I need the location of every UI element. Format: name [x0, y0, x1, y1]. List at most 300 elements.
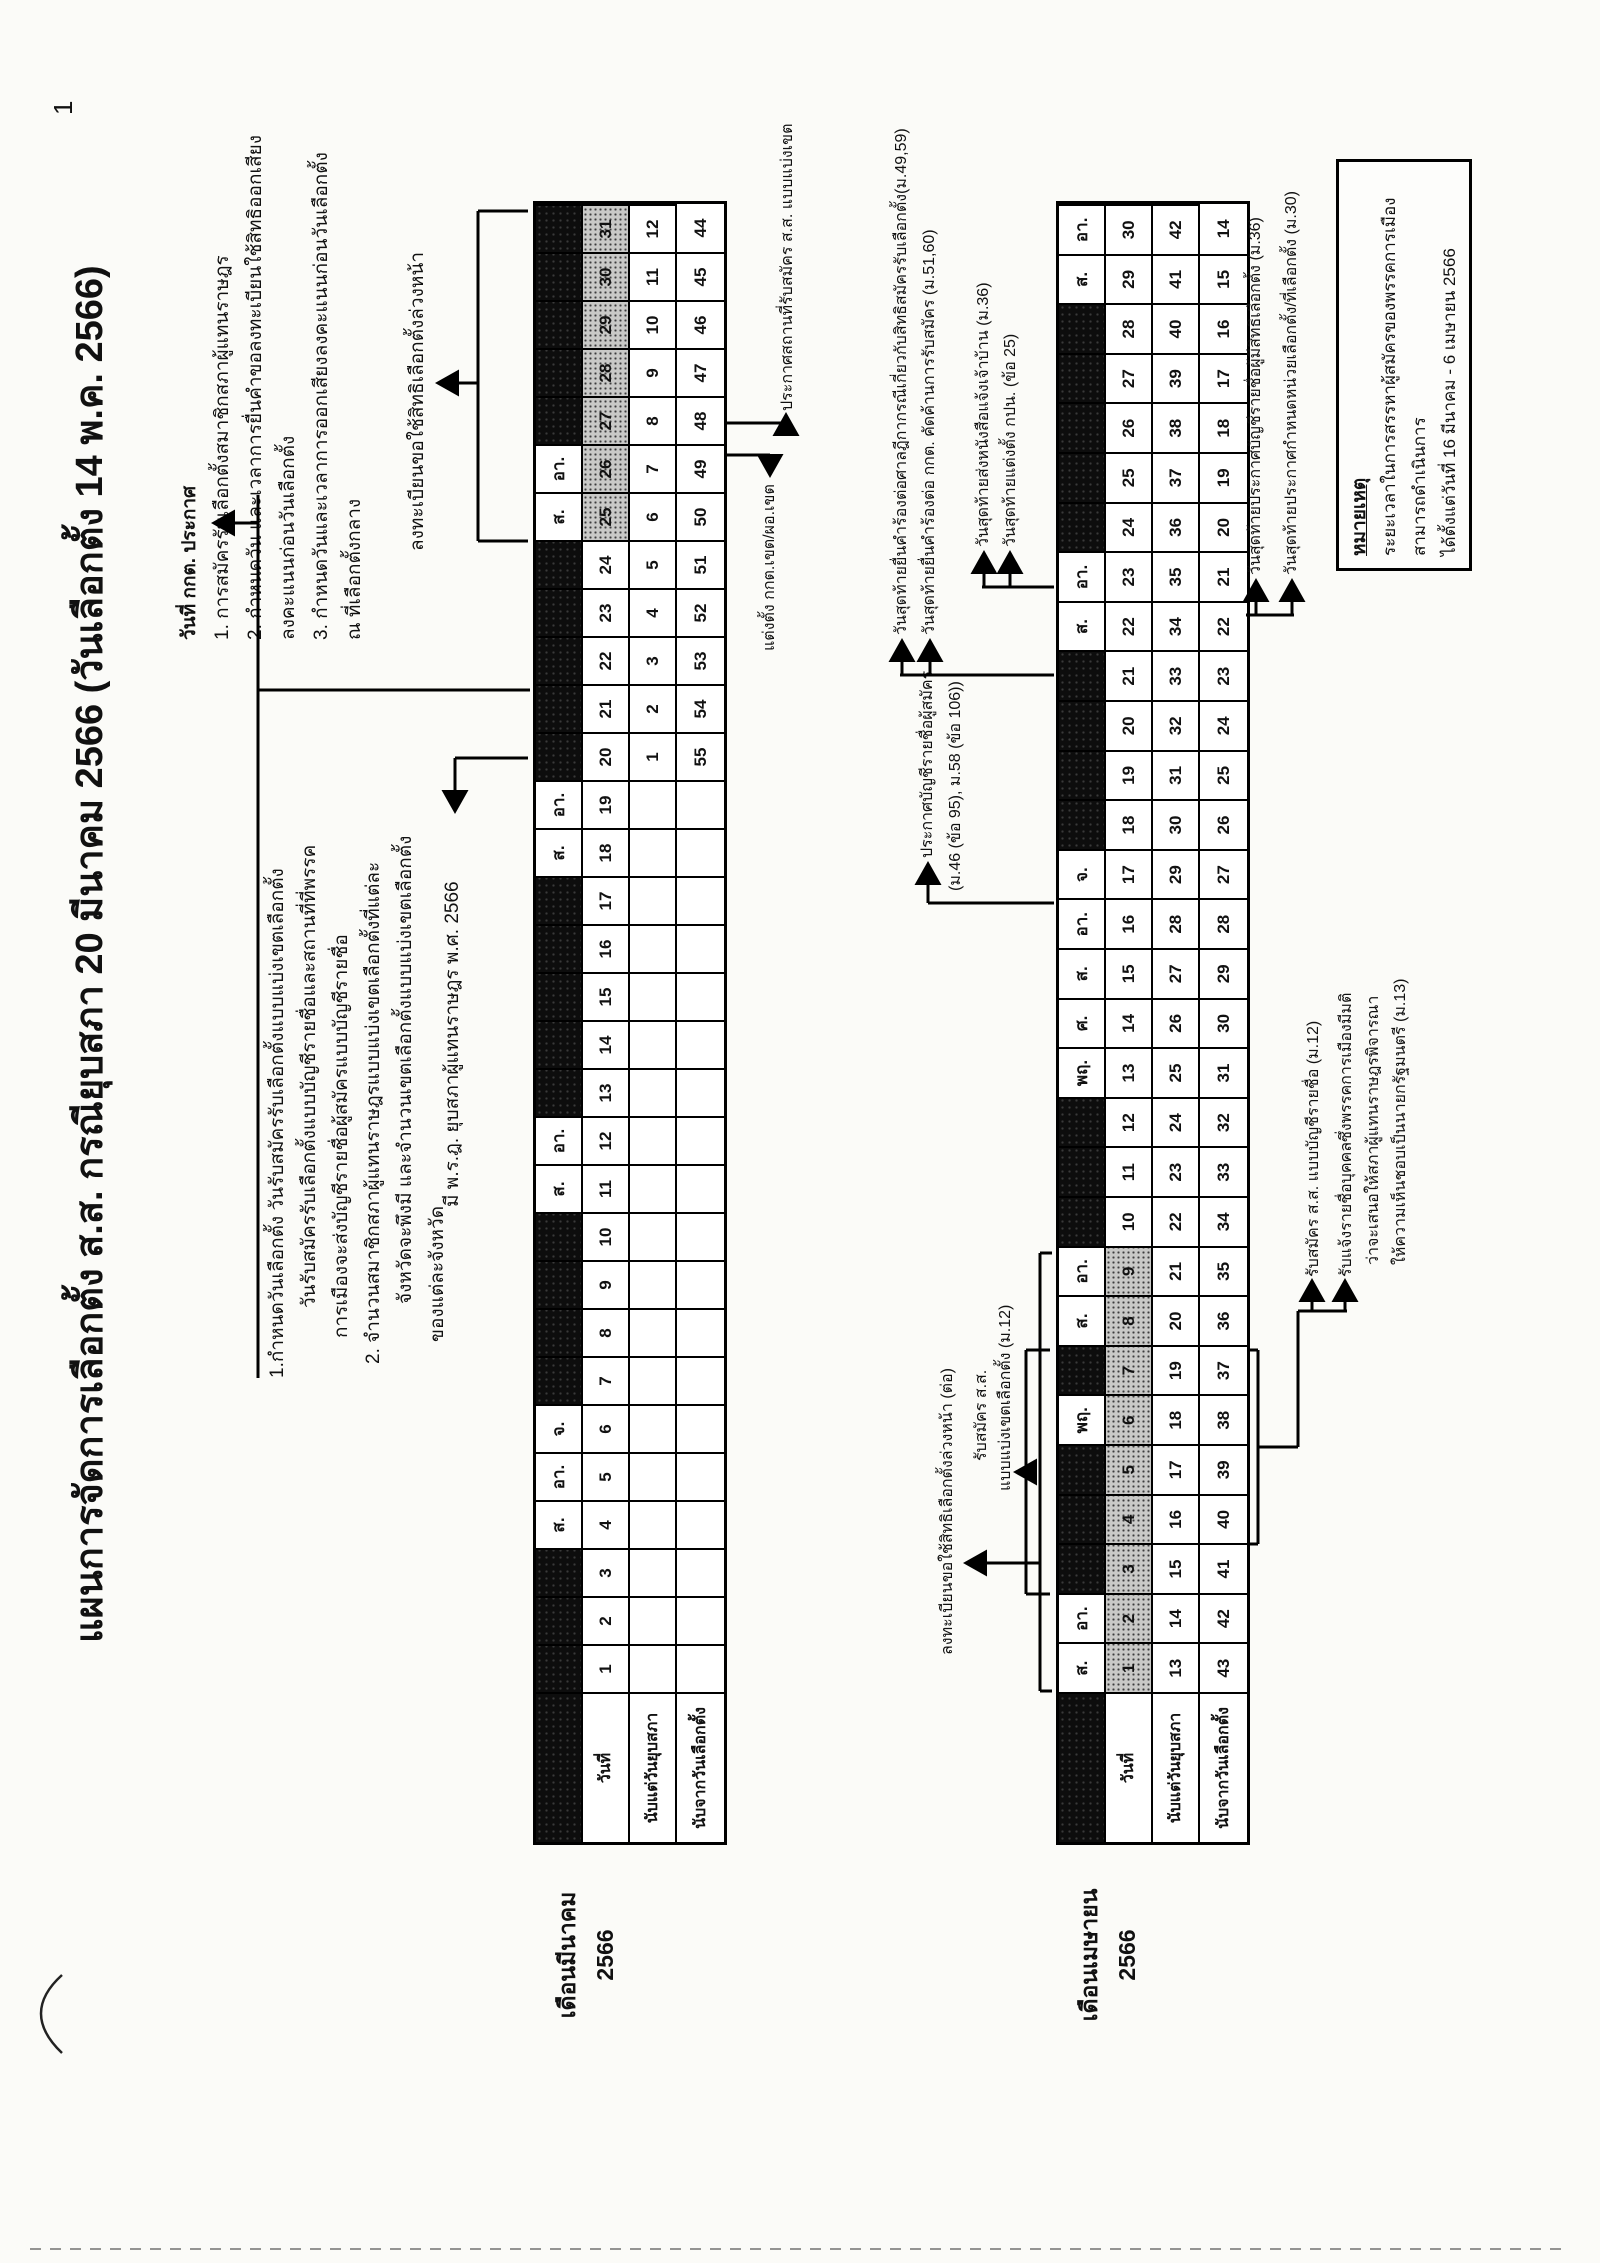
count-to-election-cell: 16	[1200, 303, 1247, 353]
count-from-dissolution-cell: 25	[1153, 1047, 1200, 1097]
weekday-cell	[536, 540, 583, 588]
date-cell: 4	[583, 1500, 630, 1548]
weekday-cell: ส.	[1059, 601, 1106, 651]
date-cell: 22	[583, 636, 630, 684]
date-cell: 30	[1106, 204, 1153, 254]
count-from-dissolution-cell: 1	[630, 732, 677, 780]
count-from-dissolution-cell	[630, 1548, 677, 1596]
count-to-election-cell: 18	[1200, 402, 1247, 452]
count-from-dissolution-cell: 37	[1153, 452, 1200, 502]
date-cell: 15	[583, 972, 630, 1020]
count-to-election-cell: 49	[677, 444, 724, 492]
count-to-election-cell	[677, 828, 724, 876]
date-cell: 11	[1106, 1146, 1153, 1196]
weekday-cell	[536, 924, 583, 972]
count-from-dissolution-cell	[630, 1356, 677, 1404]
scan-corner-mark	[41, 1975, 62, 2053]
count-from-dissolution-cell: 8	[630, 396, 677, 444]
annotation-register-partylist: รับสมัคร ส.ส. แบบบัญชีรายชื่อ (ม.12)	[1305, 1020, 1322, 1277]
date-cell: 3	[1106, 1543, 1153, 1593]
count-from-dissolution-cell	[630, 1212, 677, 1260]
count-from-dissolution-cell: 26	[1153, 998, 1200, 1048]
weekday-cell	[1059, 700, 1106, 750]
row-label-cell: วันที่	[583, 1692, 630, 1842]
weekday-cell	[536, 876, 583, 924]
count-to-election-cell: 54	[677, 684, 724, 732]
row-label-cell: นับจากวันเลือกตั้ง	[677, 1692, 724, 1842]
weekday-cell: อา.	[536, 780, 583, 828]
weekday-cell	[536, 1356, 583, 1404]
annotation-supreme-court-petition: วันสุดท้ายยื่นคำร้องต่อศาลฎีกากรณีเกี่ยวกับสิทธิสมัครรับเลือกตั้ง(ม.49,59)	[893, 128, 910, 635]
weekday-cell: จ.	[536, 1404, 583, 1452]
count-from-dissolution-cell	[630, 1020, 677, 1068]
count-from-dissolution-cell	[630, 1260, 677, 1308]
weekday-cell	[536, 972, 583, 1020]
count-to-election-cell: 41	[1200, 1543, 1247, 1593]
count-to-election-cell	[677, 780, 724, 828]
date-cell: 14	[1106, 998, 1153, 1048]
date-cell: 6	[583, 1404, 630, 1452]
weekday-cell	[1059, 1345, 1106, 1395]
weekday-cell	[536, 636, 583, 684]
count-to-election-cell: 19	[1200, 452, 1247, 502]
date-cell: 23	[583, 588, 630, 636]
march-month-name: เดือนมีนาคม	[554, 1891, 580, 2019]
date-cell: 18	[1106, 799, 1153, 849]
ec-announce-header: วันที่ กกต. ประกาศ	[179, 485, 200, 640]
count-to-election-cell	[677, 1068, 724, 1116]
count-from-dissolution-cell: 16	[1153, 1494, 1200, 1544]
count-to-election-cell: 34	[1200, 1196, 1247, 1246]
weekday-cell	[1059, 402, 1106, 452]
count-from-dissolution-cell	[630, 924, 677, 972]
count-from-dissolution-cell	[630, 876, 677, 924]
date-cell: 17	[583, 876, 630, 924]
weekday-cell	[1059, 452, 1106, 502]
count-from-dissolution-cell	[630, 1452, 677, 1500]
count-from-dissolution-cell: 29	[1153, 849, 1200, 899]
count-to-election-cell: 52	[677, 588, 724, 636]
date-cell: 19	[1106, 750, 1153, 800]
count-from-dissolution-cell: 19	[1153, 1345, 1200, 1395]
count-to-election-cell	[677, 1164, 724, 1212]
weekday-cell: จ.	[1059, 849, 1106, 899]
annotation-candidate-list-2: (ม.46 (ข้อ 95), ม.58 (ข้อ 106))	[947, 681, 964, 891]
date-cell: 4	[1106, 1494, 1153, 1544]
weekday-cell	[536, 1596, 583, 1644]
announce-line: วันรับสมัครรับเลือกตั้งแบบบัญชีรายชื่อและสถานที่ที่พรรค	[299, 844, 320, 1308]
annotation-announce-venue: ประกาศสถานที่รับสมัคร ส.ส. แบบแบ่งเขต	[779, 123, 796, 411]
count-from-dissolution-cell	[630, 780, 677, 828]
date-cell: 10	[583, 1212, 630, 1260]
date-cell: 16	[583, 924, 630, 972]
count-to-election-cell	[677, 1212, 724, 1260]
count-to-election-cell: 24	[1200, 700, 1247, 750]
count-from-dissolution-cell: 11	[630, 252, 677, 300]
date-cell: 21	[583, 684, 630, 732]
annotation-householder-letter: วันสุดท้ายส่งหนังสือแจ้งเจ้าบ้าน (ม.36)	[975, 282, 992, 547]
weekday-cell	[1059, 1494, 1106, 1544]
count-to-election-cell	[677, 1596, 724, 1644]
date-cell: 25	[583, 492, 630, 540]
count-to-election-cell: 21	[1200, 551, 1247, 601]
weekday-cell: ศ.	[1059, 998, 1106, 1048]
weekday-cell	[536, 1308, 583, 1356]
count-from-dissolution-cell	[630, 1404, 677, 1452]
row-label-cell: วันที่	[1106, 1692, 1153, 1842]
weekday-cell: อา.	[536, 444, 583, 492]
weekday-cell	[536, 300, 583, 348]
weekday-cell	[1059, 1444, 1106, 1494]
count-from-dissolution-cell: 35	[1153, 551, 1200, 601]
count-to-election-cell: 30	[1200, 998, 1247, 1048]
weekday-cell: ส.	[536, 1164, 583, 1212]
weekday-cell	[1059, 303, 1106, 353]
weekday-cell: อา.	[1059, 1593, 1106, 1643]
count-from-dissolution-cell	[630, 1644, 677, 1692]
date-cell: 8	[583, 1308, 630, 1356]
annotation-pm-line: ให้ความเห็นชอบเป็นนายกรัฐมนตรี (ม.13)	[1392, 978, 1409, 1265]
date-cell: 27	[1106, 353, 1153, 403]
april-month-name: เดือนเมษายน	[1076, 1888, 1102, 2022]
count-to-election-cell: 14	[1213, 219, 1233, 239]
count-from-dissolution-cell: 41	[1153, 254, 1200, 304]
weekday-cell: ส.	[1059, 1642, 1106, 1692]
count-to-election-cell: 44	[690, 218, 710, 238]
weekday-cell	[536, 348, 583, 396]
march-calendar-table	[533, 201, 727, 1845]
weekday-cell	[1059, 1146, 1106, 1196]
ec-announce-block	[178, 135, 367, 640]
note-box	[1336, 159, 1472, 571]
count-to-election-cell: 47	[677, 348, 724, 396]
ec-announce-item: 1. การสมัครรับเลือกตั้งสมาชิกสภาผู้แทนราษฎร	[212, 255, 233, 640]
weekday-cell	[1059, 1543, 1106, 1593]
date-cell: 29	[1106, 254, 1153, 304]
date-cell: 7	[1106, 1345, 1153, 1395]
weekday-cell	[536, 1068, 583, 1116]
count-to-election-cell: 28	[1200, 898, 1247, 948]
weekday-cell	[1059, 650, 1106, 700]
count-to-election-cell	[677, 876, 724, 924]
connector	[1248, 1311, 1347, 1544]
weekday-cell	[536, 1260, 583, 1308]
weekday-cell: ส.	[536, 828, 583, 876]
date-cell: 9	[583, 1260, 630, 1308]
date-cell: 19	[583, 780, 630, 828]
date-cell: 3	[583, 1548, 630, 1596]
count-to-election-cell	[677, 924, 724, 972]
date-cell: 17	[1106, 849, 1153, 899]
count-from-dissolution-cell: 5	[630, 540, 677, 588]
announce-contents-block	[266, 836, 450, 1378]
count-from-dissolution-cell: 22	[1153, 1196, 1200, 1246]
weekday-cell: ส.	[1059, 948, 1106, 998]
count-to-election-cell	[677, 1020, 724, 1068]
date-cell: 20	[1106, 700, 1153, 750]
april-month-year: 2566	[1114, 1929, 1140, 1981]
ec-announce-item: ณ ที่เลือกตั้งกลาง	[344, 498, 365, 640]
count-to-election-cell: 27	[1200, 849, 1247, 899]
count-to-election-cell	[677, 1548, 724, 1596]
date-cell: 22	[1106, 601, 1153, 651]
count-from-dissolution-cell: 23	[1153, 1146, 1200, 1196]
count-to-election-cell	[677, 1308, 724, 1356]
count-from-dissolution-cell: 4	[630, 588, 677, 636]
count-from-dissolution-cell: 39	[1153, 353, 1200, 403]
date-cell: 26	[1106, 402, 1153, 452]
count-to-election-cell: 23	[1200, 650, 1247, 700]
weekday-cell: พฤ.	[1059, 1047, 1106, 1097]
connector	[1040, 1253, 1052, 1691]
annotation-pm-line: ว่าจะเสนอให้สภาผู้แทนราษฎรพิจารณา	[1365, 995, 1382, 1265]
count-from-dissolution-cell: 33	[1153, 650, 1200, 700]
count-to-election-cell: 31	[1200, 1047, 1247, 1097]
count-from-dissolution-cell: 27	[1153, 948, 1200, 998]
date-cell: 24	[583, 540, 630, 588]
count-from-dissolution-cell: 14	[1153, 1593, 1200, 1643]
weekday-cell	[1059, 1196, 1106, 1246]
date-cell: 6	[1106, 1394, 1153, 1444]
count-from-dissolution-cell: 17	[1153, 1444, 1200, 1494]
count-to-election-cell	[677, 1452, 724, 1500]
count-to-election-cell	[677, 1644, 724, 1692]
annotation-register-constituency-2: แบบแบ่งเขตเลือกตั้ง (ม.12)	[997, 1304, 1014, 1491]
annotation-ec-objection: วันสุดท้ายยื่นคำร้องต่อ กกต. คัดค้านการรับสมัคร (ม.51,60)	[921, 229, 938, 635]
count-to-election-cell: 53	[677, 636, 724, 684]
ec-announce-item: 3. กำหนดวันและเวลาการออกเสียงลงคะแนนก่อนวันเลือกตั้ง	[311, 152, 332, 640]
weekday-cell	[536, 396, 583, 444]
weekday-cell: อา.	[536, 1116, 583, 1164]
weekday-band-corner-cell	[1059, 1692, 1106, 1842]
annotation-candidate-list-1: ประกาศบัญชีรายชื่อผู้สมัคร	[919, 670, 936, 858]
count-from-dissolution-cell: 10	[630, 300, 677, 348]
annotation-polling-units: วันสุดท้ายประกาศกำหนดหน่วยเลือกตั้ง/ที่เลือกตั้ง (ม.30)	[1283, 191, 1300, 575]
count-from-dissolution-cell: 31	[1153, 750, 1200, 800]
march-month-year: 2566	[592, 1929, 618, 1981]
weekday-cell	[1059, 1097, 1106, 1147]
date-cell: 2	[583, 1596, 630, 1644]
annotation-advance-registration-cont: ลงทะเบียนขอใช้สิทธิเลือกตั้งล่วงหน้า (ต่อ)	[939, 1368, 956, 1655]
weekday-cell: อา.	[1059, 898, 1106, 948]
march-month-label	[548, 1865, 624, 2045]
announce-line: การเมืองจะส่งบัญชีรายชื่อผู้สมัครแบบบัญชีรายชื่อ	[331, 934, 352, 1338]
count-to-election-cell: 33	[1200, 1146, 1247, 1196]
count-to-election-cell: 39	[1200, 1444, 1247, 1494]
date-cell: 11	[583, 1164, 630, 1212]
weekday-cell: พฤ.	[1059, 1394, 1106, 1444]
count-to-election-cell: 15	[1200, 254, 1247, 304]
date-cell: 13	[1106, 1047, 1153, 1097]
annotation-pm-line: รับแจ้งรายชื่อบุคคลซึ่งพรรคการเมืองมีมติ	[1338, 992, 1355, 1277]
count-from-dissolution-cell: 15	[1153, 1543, 1200, 1593]
date-cell: 2	[1106, 1593, 1153, 1643]
weekday-cell: ส.	[1059, 254, 1106, 304]
count-to-election-cell: 55	[677, 732, 724, 780]
weekday-cell	[536, 1548, 583, 1596]
count-from-dissolution-cell: 40	[1153, 303, 1200, 353]
count-to-election-cell	[677, 972, 724, 1020]
connector	[1026, 1350, 1050, 1594]
count-to-election-cell: 32	[1200, 1097, 1247, 1147]
announce-line: ของแต่ละจังหวัด	[427, 1205, 448, 1342]
count-from-dissolution-cell	[630, 1308, 677, 1356]
count-from-dissolution-cell	[630, 1068, 677, 1116]
weekday-cell: อา.	[536, 1452, 583, 1500]
date-cell: 27	[583, 396, 630, 444]
count-from-dissolution-cell: 36	[1153, 502, 1200, 552]
count-from-dissolution-cell: 38	[1153, 402, 1200, 452]
date-cell: 28	[1106, 303, 1153, 353]
count-to-election-cell: 43	[1200, 1642, 1247, 1692]
count-from-dissolution-cell: 3	[630, 636, 677, 684]
count-to-election-cell: 50	[677, 492, 724, 540]
ec-announce-item: ลงคะแนนก่อนวันเลือกตั้ง	[278, 435, 299, 640]
count-from-dissolution-cell	[630, 1596, 677, 1644]
weekday-cell: อา.	[1059, 204, 1106, 254]
date-cell: 5	[583, 1452, 630, 1500]
date-cell: 12	[1106, 1097, 1153, 1147]
count-from-dissolution-cell: 34	[1153, 601, 1200, 651]
annotation-register-constituency-1: รับสมัคร ส.ส.	[973, 1369, 990, 1461]
ec-announce-item: 2. กำหนดวัน และเวลาการยื่นคำขอลงทะเบียนใช้สิทธิออกเสียง	[245, 135, 266, 640]
count-to-election-cell: 40	[1200, 1494, 1247, 1544]
count-to-election-cell: 35	[1200, 1246, 1247, 1296]
weekday-cell	[536, 732, 583, 780]
count-from-dissolution-cell	[630, 1116, 677, 1164]
date-cell: 13	[583, 1068, 630, 1116]
date-cell: 14	[583, 1020, 630, 1068]
count-from-dissolution-cell: 7	[630, 444, 677, 492]
date-cell: 10	[1106, 1196, 1153, 1246]
date-cell: 24	[1106, 502, 1153, 552]
weekday-cell: อา.	[1059, 551, 1106, 601]
count-from-dissolution-cell: 28	[1153, 898, 1200, 948]
weekday-cell	[536, 1644, 583, 1692]
count-from-dissolution-cell: 6	[630, 492, 677, 540]
weekday-cell	[536, 252, 583, 300]
count-from-dissolution-cell: 12	[630, 204, 677, 252]
weekday-cell	[536, 204, 583, 252]
annotation-appoint-ec-district: แต่งตั้ง กกต.เขต/ผอ.เขต	[761, 484, 778, 651]
count-from-dissolution-cell	[630, 828, 677, 876]
count-to-election-cell: 25	[1200, 750, 1247, 800]
date-cell: 1	[1106, 1642, 1153, 1692]
row-label-cell: นับแต่วันยุบสภา	[1153, 1692, 1200, 1842]
connector	[478, 211, 528, 541]
annotation-appoint-kpn: วันสุดท้ายแต่งตั้ง กปน. (ข้อ 25)	[1002, 333, 1019, 547]
date-cell: 28	[583, 348, 630, 396]
date-cell: 18	[583, 828, 630, 876]
count-from-dissolution-cell	[630, 1500, 677, 1548]
count-to-election-cell	[677, 1116, 724, 1164]
date-cell: 29	[583, 300, 630, 348]
announce-line: 2. จำนวนสมาชิกสภาผู้แทนราษฎรแบบแบ่งเขตเลือกตั้งที่แต่ละ	[363, 861, 384, 1364]
weekday-cell	[1059, 750, 1106, 800]
weekday-cell	[1059, 799, 1106, 849]
count-from-dissolution-cell: 24	[1153, 1097, 1200, 1147]
row-label-cell: นับแต่วันยุบสภา	[630, 1692, 677, 1842]
weekday-cell	[536, 588, 583, 636]
april-month-label	[1070, 1865, 1146, 2045]
count-to-election-cell: 22	[1200, 601, 1247, 651]
page-number: 1	[48, 100, 78, 115]
count-to-election-cell	[677, 1356, 724, 1404]
count-to-election-cell: 17	[1200, 353, 1247, 403]
annotation-voter-list: วันสุดท้ายประกาศบัญชีรายชื่อผู้มีสิทธิเลือกตั้ง (ม.36)	[1247, 217, 1264, 575]
weekday-cell	[536, 1020, 583, 1068]
weekday-cell: ส.	[536, 1500, 583, 1548]
count-from-dissolution-cell	[630, 1164, 677, 1212]
weekday-cell: อา.	[1059, 1246, 1106, 1296]
count-to-election-cell	[677, 1500, 724, 1548]
count-to-election-cell: 42	[1200, 1593, 1247, 1643]
count-from-dissolution-cell: 13	[1153, 1642, 1200, 1692]
annotation-dissolution-decree: มี พ.ร.ฎ. ยุบสภาผู้แทนราษฎร พ.ศ. 2566	[442, 881, 463, 1207]
date-cell: 20	[583, 732, 630, 780]
weekday-cell	[536, 1212, 583, 1260]
announce-line: จังหวัดจะพึงมี และจำนวนเขตเลือกตั้งแบบแบ่งเขตเลือกตั้ง	[395, 835, 416, 1304]
date-cell: 23	[1106, 551, 1153, 601]
date-cell: 31	[583, 204, 630, 252]
count-to-election-cell: 38	[1200, 1394, 1247, 1444]
count-to-election-cell: 36	[1200, 1295, 1247, 1345]
weekday-band-corner-cell	[536, 1692, 583, 1842]
count-from-dissolution-cell: 20	[1153, 1295, 1200, 1345]
count-from-dissolution-cell: 42	[1153, 204, 1200, 254]
row-label-cell: นับจากวันเลือกตั้ง	[1200, 1692, 1247, 1842]
count-to-election-cell: 37	[1200, 1345, 1247, 1395]
date-cell: 7	[583, 1356, 630, 1404]
date-cell: 15	[1106, 948, 1153, 998]
count-to-election-cell: 20	[1200, 502, 1247, 552]
date-cell: 9	[1106, 1246, 1153, 1296]
count-to-election-cell: 48	[677, 396, 724, 444]
count-from-dissolution-cell: 32	[1153, 700, 1200, 750]
count-to-election-cell: 45	[677, 252, 724, 300]
count-to-election-cell: 29	[1200, 948, 1247, 998]
date-cell: 26	[583, 444, 630, 492]
date-cell: 1	[583, 1644, 630, 1692]
count-from-dissolution-cell: 30	[1153, 799, 1200, 849]
count-to-election-cell: 26	[1200, 799, 1247, 849]
note-box-line: ระยะเวลาในการสรรหาผู้สมัครของพรรคการเมืองสามารถดำเนินการ	[1380, 197, 1429, 556]
count-to-election-cell	[677, 1260, 724, 1308]
weekday-cell: ส.	[536, 492, 583, 540]
weekday-cell: ส.	[1059, 1295, 1106, 1345]
date-cell: 21	[1106, 650, 1153, 700]
count-to-election-cell	[677, 1404, 724, 1452]
count-from-dissolution-cell: 9	[630, 348, 677, 396]
date-cell: 5	[1106, 1444, 1153, 1494]
date-cell: 12	[583, 1116, 630, 1164]
date-cell: 30	[583, 252, 630, 300]
weekday-cell	[1059, 502, 1106, 552]
count-from-dissolution-cell	[630, 972, 677, 1020]
note-box-line: ได้ตั้งแต่วันที่ 16 มีนาคม - 6 เมษายน 2566	[1440, 248, 1459, 556]
count-from-dissolution-cell: 2	[630, 684, 677, 732]
count-to-election-cell: 46	[677, 300, 724, 348]
date-cell: 16	[1106, 898, 1153, 948]
count-from-dissolution-cell: 18	[1153, 1394, 1200, 1444]
page-title: แผนการจัดการเลือกตั้ง ส.ส. กรณียุบสภา 20 มีนาคม 2566 (วันเลือกตั้ง 14 พ.ค. 2566)	[69, 265, 111, 1643]
date-cell: 25	[1106, 452, 1153, 502]
weekday-cell	[536, 684, 583, 732]
note-box-header: หมายเหตุ	[1349, 477, 1370, 556]
annotation-advance-registration: ลงทะเบียนขอใช้สิทธิเลือกตั้งล่วงหน้า	[407, 251, 428, 551]
april-calendar-table	[1056, 201, 1250, 1845]
count-from-dissolution-cell: 21	[1153, 1246, 1200, 1296]
